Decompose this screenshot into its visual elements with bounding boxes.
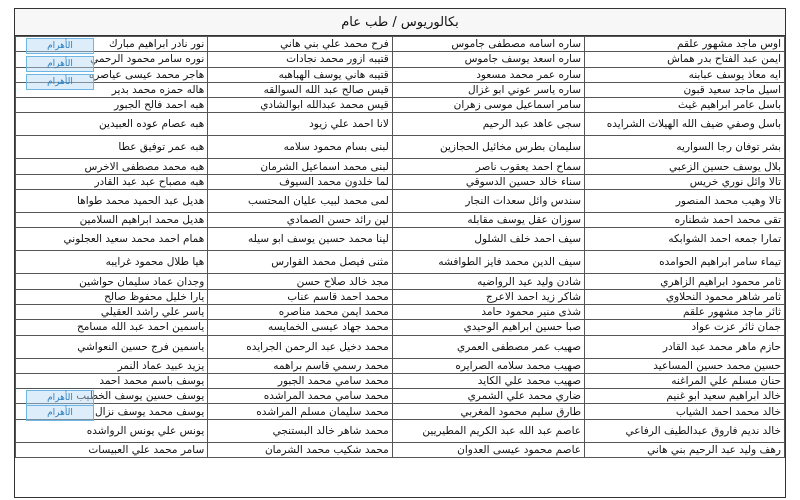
name-cell: لين رائد حسن الصمادي	[208, 213, 393, 228]
table-row	[16, 113, 785, 136]
name-cell: عاصم محمود عيسى العدوان	[392, 442, 584, 457]
table-row	[16, 213, 785, 228]
name-cell: هبه عمر توفيق عطا	[16, 136, 208, 159]
name-cell: صهيب عمر مصطفى العمري	[392, 335, 584, 358]
name-cell: محمد ايمن محمد مناصره	[208, 304, 393, 319]
table-row	[16, 136, 785, 159]
name-cell: بشر توفان رجا السواريه	[585, 136, 785, 159]
name-cell: سماح احمد يعقوب ناصر	[392, 159, 584, 174]
name-cell: فرح محمد علي بني هاني	[208, 37, 393, 52]
name-cell: محمد احمد قاسم عناب	[208, 289, 393, 304]
table-row	[16, 159, 785, 174]
name-cell: حسين محمد حسين المساعيد	[585, 358, 785, 373]
name-cell: محمد سامي محمد المراشده	[208, 389, 393, 404]
watermark-logo: الأهرام	[26, 56, 94, 72]
name-cell: رهف وليد عبد الرحيم بني هاني	[585, 442, 785, 457]
name-cell: شاكر زيد احمد الاعرج	[392, 289, 584, 304]
name-cell: صهيب محمد سلامه الصرايره	[392, 358, 584, 373]
name-cell: هديل عبد الحميد محمد طواها	[16, 190, 208, 213]
name-cell: سناء خالد حسين الدسوقي	[392, 174, 584, 189]
name-cell: ساره عمر محمد مسعود	[392, 67, 584, 82]
name-cell: نور نادر ابراهيم مبارك	[16, 37, 208, 52]
name-cell: يونس علي يونس الرواشده	[16, 419, 208, 442]
name-cell: عاصم عبد الله عبد الكريم المطيريين	[392, 419, 584, 442]
table-row	[16, 82, 785, 97]
name-cell: محمد رسمي قاسم براهمه	[208, 358, 393, 373]
name-cell: جمان ثائر عزت عواد	[585, 320, 785, 335]
name-cell: تالا وائل نوري خريس	[585, 174, 785, 189]
name-cell: ساره اسامه مصطفى جاموس	[392, 37, 584, 52]
name-cell: اسيل ماجد سعيد قبون	[585, 82, 785, 97]
table-row	[16, 404, 785, 419]
name-cell: سامر محمد علي العبيسات	[16, 442, 208, 457]
table-row	[16, 37, 785, 52]
names-table	[15, 36, 785, 458]
name-cell: حازم ماهر محمد عبد القادر	[585, 335, 785, 358]
name-cell: لبنى بسام محمود سلامه	[208, 136, 393, 159]
name-cell: ياسمين فرج حسين النعواشي	[16, 335, 208, 358]
watermark-logo: الأهرام	[26, 390, 94, 406]
name-cell: لما خلدون محمد السيوف	[208, 174, 393, 189]
name-cell: ايمن عبد الفتاح بدر هماش	[585, 52, 785, 67]
table-row	[16, 419, 785, 442]
name-cell: اوس ماجد مشهور علقم	[585, 37, 785, 52]
table-row	[16, 358, 785, 373]
name-cell: همام احمد محمد سعيد العجلوني	[16, 228, 208, 251]
name-cell: لينا محمد حسين يوسف ابو سيله	[208, 228, 393, 251]
name-cell: تمارا جمعه احمد الشوابكه	[585, 228, 785, 251]
watermark-logo: الأهرام	[26, 38, 94, 54]
name-cell: سليمان بطرس مخائيل الحجازين	[392, 136, 584, 159]
name-cell: وجدان عماد سليمان حواشين	[16, 274, 208, 289]
name-cell: مثنى فيصل محمد القوارس	[208, 251, 393, 274]
name-cell: ياسر علي راشد العقيلي	[16, 304, 208, 319]
table-row	[16, 228, 785, 251]
name-cell: يارا خليل محفوظ صالح	[16, 289, 208, 304]
name-cell: لانا احمد علي زيود	[208, 113, 393, 136]
name-cell: يزيد عبيد عماد النمر	[16, 358, 208, 373]
table-row	[16, 98, 785, 113]
name-cell: محمد شاهر خالد البستنجي	[208, 419, 393, 442]
name-cell: نوره سامر محمود الرحمي	[16, 52, 208, 67]
name-cell: هيا طلال محمود غرايبه	[16, 251, 208, 274]
name-cell: قتيبه ازور محمد نجادات	[208, 52, 393, 67]
document-page	[14, 8, 786, 498]
name-cell: حنان مسلم علي المراغنه	[585, 373, 785, 388]
name-cell: سوزان عقل يوسف مقابله	[392, 213, 584, 228]
table-row	[16, 335, 785, 358]
name-cell: قيس صالح عبد الله السوالقه	[208, 82, 393, 97]
name-cell: سامر اسماعيل موسى زهران	[392, 98, 584, 113]
watermark-logo: الأهرام	[26, 74, 94, 90]
name-cell: ثامر شاهر محمود النحلاوي	[585, 289, 785, 304]
table-row	[16, 67, 785, 82]
name-cell: ساره ياسر عوني ابو غزال	[392, 82, 584, 97]
name-cell: محمد دخيل عبد الرحمن الجرايده	[208, 335, 393, 358]
name-cell: مجد خالد صلاح حسن	[208, 274, 393, 289]
table-row	[16, 52, 785, 67]
name-cell: شذى منير محمود حامد	[392, 304, 584, 319]
name-cell: محمد سامي محمد الجبور	[208, 373, 393, 388]
table-row	[16, 274, 785, 289]
name-cell: بلال يوسف حسين الزعبي	[585, 159, 785, 174]
table-row	[16, 442, 785, 457]
name-cell: هاجر محمد عيسى عياصره	[16, 67, 208, 82]
name-cell: هبه مصباح عبد عبد القادر	[16, 174, 208, 189]
name-cell: هبه محمد مصطفى الاخرس	[16, 159, 208, 174]
name-cell: هديل محمد ابراهيم السلامين	[16, 213, 208, 228]
table-row	[16, 289, 785, 304]
name-cell: هاله حمزه محمد بدير	[16, 82, 208, 97]
name-cell: قيس محمد عبدالله ابوالشادي	[208, 98, 393, 113]
name-cell: سندس وائل سعدات النجار	[392, 190, 584, 213]
name-cell: قتيبه هاني يوسف الهباهبه	[208, 67, 393, 82]
name-cell: صبا حسين ابراهيم الوحيدي	[392, 320, 584, 335]
name-cell: يوسف حسين يوسف الخطيب	[16, 389, 208, 404]
name-cell: هبه عصام عوده العبيدين	[16, 113, 208, 136]
table-row	[16, 174, 785, 189]
watermark-logo: الأهرام	[26, 405, 94, 421]
name-cell: يوسف محمد يوسف نزال	[16, 404, 208, 419]
name-cell: باسل عامر ابراهيم غيث	[585, 98, 785, 113]
name-cell: خالد ابراهيم سعيد ابو غنيم	[585, 389, 785, 404]
name-cell: لمى محمد لبيب عليان المحتسب	[208, 190, 393, 213]
name-cell: خالد نديم فاروق عبدالطيف الرفاعي	[585, 419, 785, 442]
name-cell: تالا وهيب محمد المنصور	[585, 190, 785, 213]
name-cell: ايه معاذ يوسف عبابنه	[585, 67, 785, 82]
name-cell: خالد محمد احمد الشياب	[585, 404, 785, 419]
name-cell: ضاري محمد علي الشمري	[392, 389, 584, 404]
table-row	[16, 320, 785, 335]
name-cell: ساره اسعد يوسف جاموس	[392, 52, 584, 67]
name-cell: محمد شكيب محمد الشرمان	[208, 442, 393, 457]
name-cell: تقى محمد احمد شطناره	[585, 213, 785, 228]
name-cell: يوسف باسم محمد احمد	[16, 373, 208, 388]
name-cell: هبه احمد فالح الجبور	[16, 98, 208, 113]
table-row	[16, 251, 785, 274]
name-cell: صهيب محمد علي الكايد	[392, 373, 584, 388]
name-cell: تيماء سامر ابراهيم الحوامده	[585, 251, 785, 274]
name-cell: طارق سليم محمود المغربي	[392, 404, 584, 419]
table-row	[16, 389, 785, 404]
name-cell: سجى عاهد عبد الرحيم	[392, 113, 584, 136]
name-cell: سيف احمد خلف الشلول	[392, 228, 584, 251]
name-cell: ثامر محمود ابراهيم الزاهري	[585, 274, 785, 289]
name-cell: باسل وصفي ضيف الله الهيلات الشرايده	[585, 113, 785, 136]
name-cell: محمد سليمان مسلم المراشده	[208, 404, 393, 419]
name-cell: محمد جهاد عيسى الخمايسه	[208, 320, 393, 335]
name-cell: شادن وليد عيد الرواضيه	[392, 274, 584, 289]
name-cell: ياسمين احمد عبد الله مسامح	[16, 320, 208, 335]
table-row	[16, 190, 785, 213]
name-cell: ثائر ماجد مشهور علقم	[585, 304, 785, 319]
name-cell: لبنى محمد اسماعيل الشرمان	[208, 159, 393, 174]
page-title: بكالوريوس / طب عام	[15, 9, 785, 36]
table-row	[16, 373, 785, 388]
name-cell: سيف الدين محمد فايز الطوافشه	[392, 251, 584, 274]
table-row	[16, 304, 785, 319]
